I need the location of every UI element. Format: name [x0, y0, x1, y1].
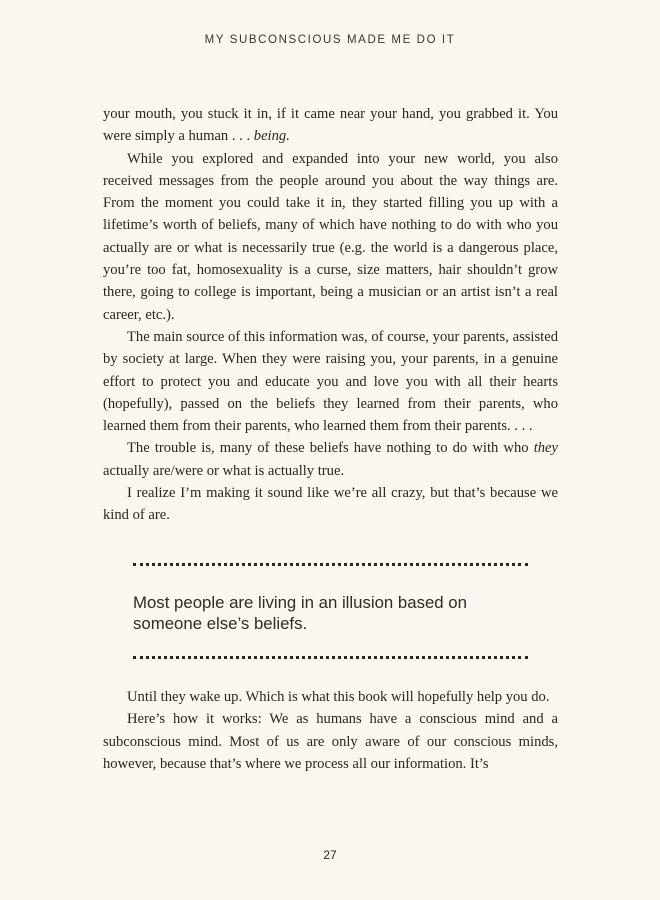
paragraph-4: The trouble is, many of these beliefs have nothing to do with who they actually are/were or what is actually true.: [103, 440, 558, 479]
body-text-top: [103, 103, 558, 527]
paragraph-3: The main source of this information was, of course, your parents, assisted by society at large. When they were raising you, your parents, in a genuine effort to protect you and educate you and love you with all their hearts (hopefully), passed on the beliefs they learned from their parents, who learned them from their parents, who learned them from their parents. . . .: [103, 328, 558, 435]
paragraph-6: Until they wake up. Which is what this book will hopefully help you do.: [127, 689, 550, 705]
emphasis-being: being.: [253, 128, 290, 145]
pull-quote: Most people are living in an illusion based on someone else’s beliefs.: [133, 593, 467, 633]
body-text-bottom: [103, 686, 558, 775]
paragraph-5: I realize I’m making it sound like we’re all crazy, but that’s because we kind of are.: [103, 485, 558, 524]
paragraph-1: your mouth, you stuck it in, if it came near your hand, you grabbed it. You were simply a human . . . being.: [103, 106, 558, 145]
running-head: MY SUBCONSCIOUS MADE ME DO IT: [204, 34, 456, 46]
paragraph-7: Here’s how it works: We as humans have a conscious mind and a subconscious mind. Most of us are only aware of our conscious minds, however, because that’s where we process all our information. It’s: [103, 711, 558, 772]
pull-quote-block: [103, 563, 558, 659]
dotted-divider-top: [133, 563, 528, 566]
emphasis-they: they: [533, 440, 558, 457]
page-number: 27: [323, 848, 337, 862]
paragraph-2: While you explored and expanded into your new world, you also received messages from the people around you about the way things are. From the moment you could take it in, they started filling you up with a lifetime’s worth of beliefs, many of which have nothing to do with who you actually are or what is necessarily true (e.g. the world is a dangerous place, you’re too fat, homosexuality is a curse, size matters, hair shouldn’t grow there, going to college is important, being a musician or an artist isn’t a real career, etc.).: [103, 150, 558, 323]
dotted-divider-bottom: [133, 656, 528, 659]
